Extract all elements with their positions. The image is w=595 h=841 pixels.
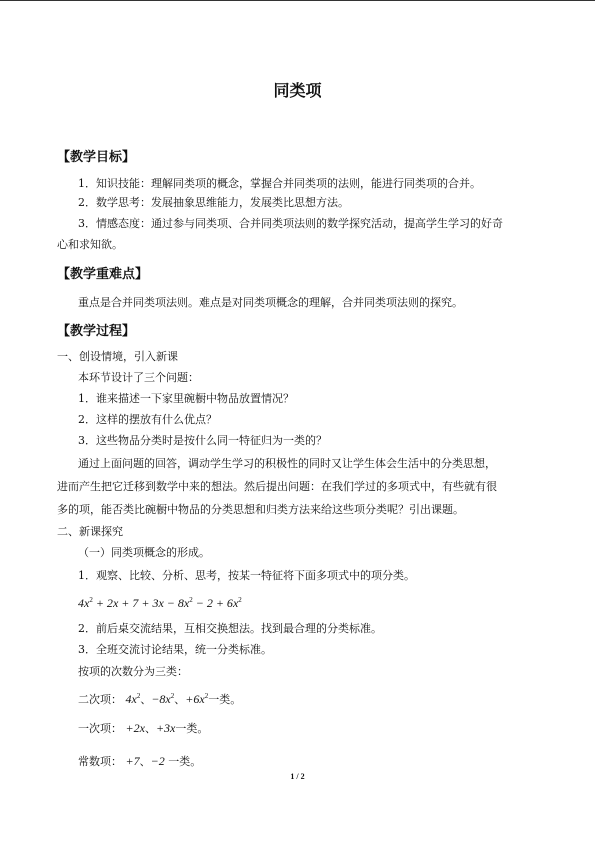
quadratic-terms: $4x^2$ bbox=[125, 692, 141, 706]
key-points-text: 重点是合并同类项法则。难点是对同类项概念的理解，合并同类项法则的探究。 bbox=[78, 296, 463, 309]
goal-3-cont: 心和求知欲。 bbox=[57, 238, 123, 251]
heading-key-points: 【教学重难点】 bbox=[57, 267, 149, 282]
section-2-title: 二、新课探究 bbox=[57, 525, 123, 538]
goal-2: 2．数学思考：发展抽象思维能力，发展类比思想方法。 bbox=[78, 196, 349, 209]
degree-intro: 按项的次数分为三类： bbox=[78, 665, 188, 678]
page-number: 1 / 2 bbox=[290, 772, 305, 781]
question-2: 2．这样的摆放有什么优点？ bbox=[78, 413, 217, 426]
constant-label: 常数项： bbox=[78, 755, 122, 768]
heading-goals: 【教学目标】 bbox=[57, 150, 136, 165]
goal-3: 3．情感态度：通过参与同类项、合并同类项法则的数学探究活动，提高学生学习的好奇 bbox=[78, 217, 503, 230]
constant-terms-line: 常数项： +7、−2 一类。 bbox=[78, 754, 202, 768]
question-1: 1．谁来描述一下家里碗橱中物品放置情况？ bbox=[78, 392, 294, 405]
paragraph-line-3: 多的项，能否类比碗橱中物品的分类思想和归类方法来给这些项分类呢？引出课题。 bbox=[57, 503, 464, 516]
polynomial-expression: $4x^2 + 2x + 7 + 3x - 8x^2 - 2 + 6x^2$ bbox=[78, 596, 242, 610]
question-3: 3．这些物品分类时是按什么同一特征归为一类的？ bbox=[78, 434, 327, 447]
page-title: 同类项 bbox=[273, 81, 322, 100]
subsection-1-title: （一）同类项概念的形成。 bbox=[78, 546, 210, 559]
quadratic-terms-line: 二次项： $4x^2$、$-8x^2$、$+6x^2$一类。 bbox=[78, 692, 242, 706]
paragraph-line-2: 进而产生把它迁移到数学中来的想法。然后提出问题：在我们学过的多项式中，有些就有很 bbox=[57, 480, 497, 493]
paragraph-line-1: 通过上面问题的回答，调动学生学习的积极性的同时又让学生体会生活中的分类思想， bbox=[78, 457, 496, 470]
quadratic-label: 二次项： bbox=[78, 693, 122, 706]
linear-label: 一次项： bbox=[78, 722, 122, 735]
section-1-title: 一、创设情境，引入新课 bbox=[57, 350, 178, 363]
step-3: 3．全班交流讨论结果，统一分类标准。 bbox=[78, 643, 272, 656]
goal-1: 1．知识技能：理解同类项的概念，掌握合并同类项的法则，能进行同类项的合并。 bbox=[78, 177, 481, 190]
top-rule bbox=[0, 0, 595, 1]
intro-text: 本环节设计了三个问题： bbox=[78, 371, 199, 384]
step-1: 1．观察、比较、分析、思考，按某一特征将下面多项式中的项分类。 bbox=[78, 569, 415, 582]
heading-process: 【教学过程】 bbox=[57, 324, 136, 339]
linear-terms-line: 一次项： +2x、+3x一类。 bbox=[78, 721, 209, 735]
step-2: 2．前后桌交流结果，互相交换想法。找到最合理的分类标准。 bbox=[78, 622, 382, 635]
linear-terms: +2x bbox=[125, 721, 145, 735]
